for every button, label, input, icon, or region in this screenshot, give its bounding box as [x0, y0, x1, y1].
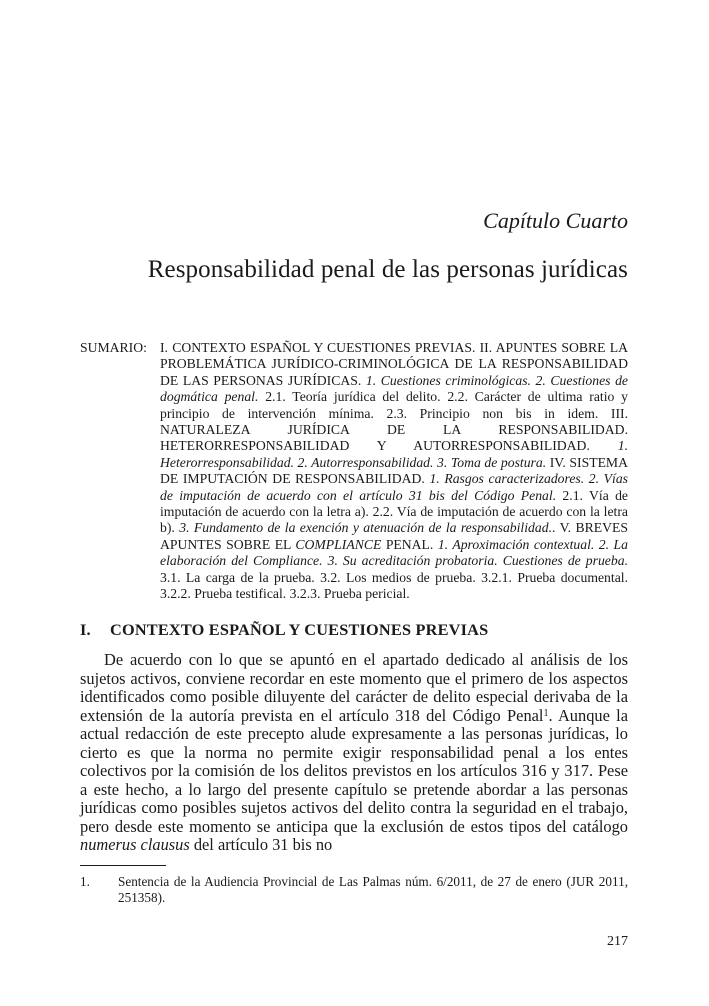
- chapter-label: Capítulo Cuarto: [483, 208, 628, 233]
- footnote-divider: [80, 865, 166, 866]
- paragraph-text: del artículo 31 bis no: [189, 835, 333, 854]
- body-paragraph: [80, 651, 628, 855]
- page-number: 217: [607, 934, 628, 949]
- summary-part: PENAL.: [381, 536, 438, 552]
- summary-part-italic: 1. Cuestiones criminológicas. 2. Cuestiones de dogmática penal.: [160, 372, 628, 405]
- summary-part-italic: COMPLIANCE: [295, 536, 382, 552]
- summary-part: IV. SISTEMA DE IMPUTACIÓN DE RESPONSABILIDAD.: [160, 454, 628, 487]
- footnote-text: Sentencia de la Audiencia Provincial de Las Palmas núm. 6/2011, de 27 de enero (JUR 2011, 251358).: [118, 874, 628, 905]
- footnote-number: 1.: [80, 874, 90, 889]
- section-title: CONTEXTO ESPAÑOL Y CUESTIONES PREVIAS: [110, 620, 489, 639]
- summary-part-italic: 1. Heterorresponsabilidad. 2. Autorresponsabilidad. 3. Toma de postura.: [160, 438, 628, 470]
- summary: [80, 340, 628, 603]
- paragraph-text: . Aunque la actual redacción de este precepto alude expresamente a las personas jurídicas, lo cierto es que la norma no permite exigir responsabilidad penal a los entes colectivos por la comisión de los delitos previstos en los artículos 316 y 317. Pese a este hecho, a lo largo del presente capítulo se pretende abordar a las personas jurídicas como posibles sujetos activos del delito contra la seguridad en el trabajo, pero desde este momento se anticipa que la exclusión de estos tipos del catálogo: [80, 705, 628, 836]
- summary-part: . V. BREVES APUNTES SOBRE EL: [160, 520, 628, 552]
- section-number: I.: [80, 620, 91, 639]
- summary-part: 2.1. Teoría jurídica del delito. 2.2. Carácter de ultima ratio y principio de intervención mínima. 2.3. Principio non bis in idem. III. NATURALEZA JURÍDICA DE LA RESPONSABILIDAD. HETERORRESPONSABILIDAD Y AUTORRESPONSABILIDAD.: [160, 389, 628, 454]
- summary-part-italic: 3. Fundamento de la exención y atenuación de la responsabilidad.: [179, 520, 552, 536]
- italic-term: numerus clausus: [80, 835, 190, 854]
- summary-part: 3.1. La carga de la prueba. 3.2. Los medios de prueba. 3.2.1. Prueba documental. 3.2.2. Prueba testifical. 3.2.3. Prueba pericial.: [160, 569, 628, 602]
- paragraph-text: De acuerdo con lo que se apuntó en el apartado dedicado al análisis de los sujetos activos, conviene recordar en este momento que el primero de los aspectos identificados como posible diluyente del carácter de delito especial derivaba de la extensión de la autoría prevista en el artículo 318 del Código Penal: [80, 650, 628, 725]
- summary-part-italic: 1. Rasgos caracterizadores. 2. Vías de imputación de acuerdo con el artículo 31 bis del Código Penal.: [160, 471, 628, 503]
- summary-part: 2.1. Vía de imputación de acuerdo con la letra a). 2.2. Vía de imputación de acuerdo con la letra b).: [160, 487, 628, 536]
- summary-body: [160, 340, 628, 603]
- summary-part-italic: 1. Aproximación contextual. 2. La elaboración del Compliance. 3. Su acreditación probatoria. Cuestiones de prueba.: [160, 536, 628, 569]
- summary-label: SUMARIO:: [80, 340, 147, 355]
- footnote: [80, 874, 628, 906]
- chapter-title: Responsabilidad penal de las personas jurídicas: [147, 256, 628, 283]
- footnote-reference[interactable]: 1: [543, 707, 549, 719]
- section-heading: [80, 620, 628, 640]
- summary-part: I. CONTEXTO ESPAÑOL Y CUESTIONES PREVIAS. II. APUNTES SOBRE LA PROBLEMÁTICA JURÍDICO-CRIMINOLÓGICA DE LA RESPONSABILIDAD DE LAS PERSONAS JURÍDICAS.: [160, 340, 628, 388]
